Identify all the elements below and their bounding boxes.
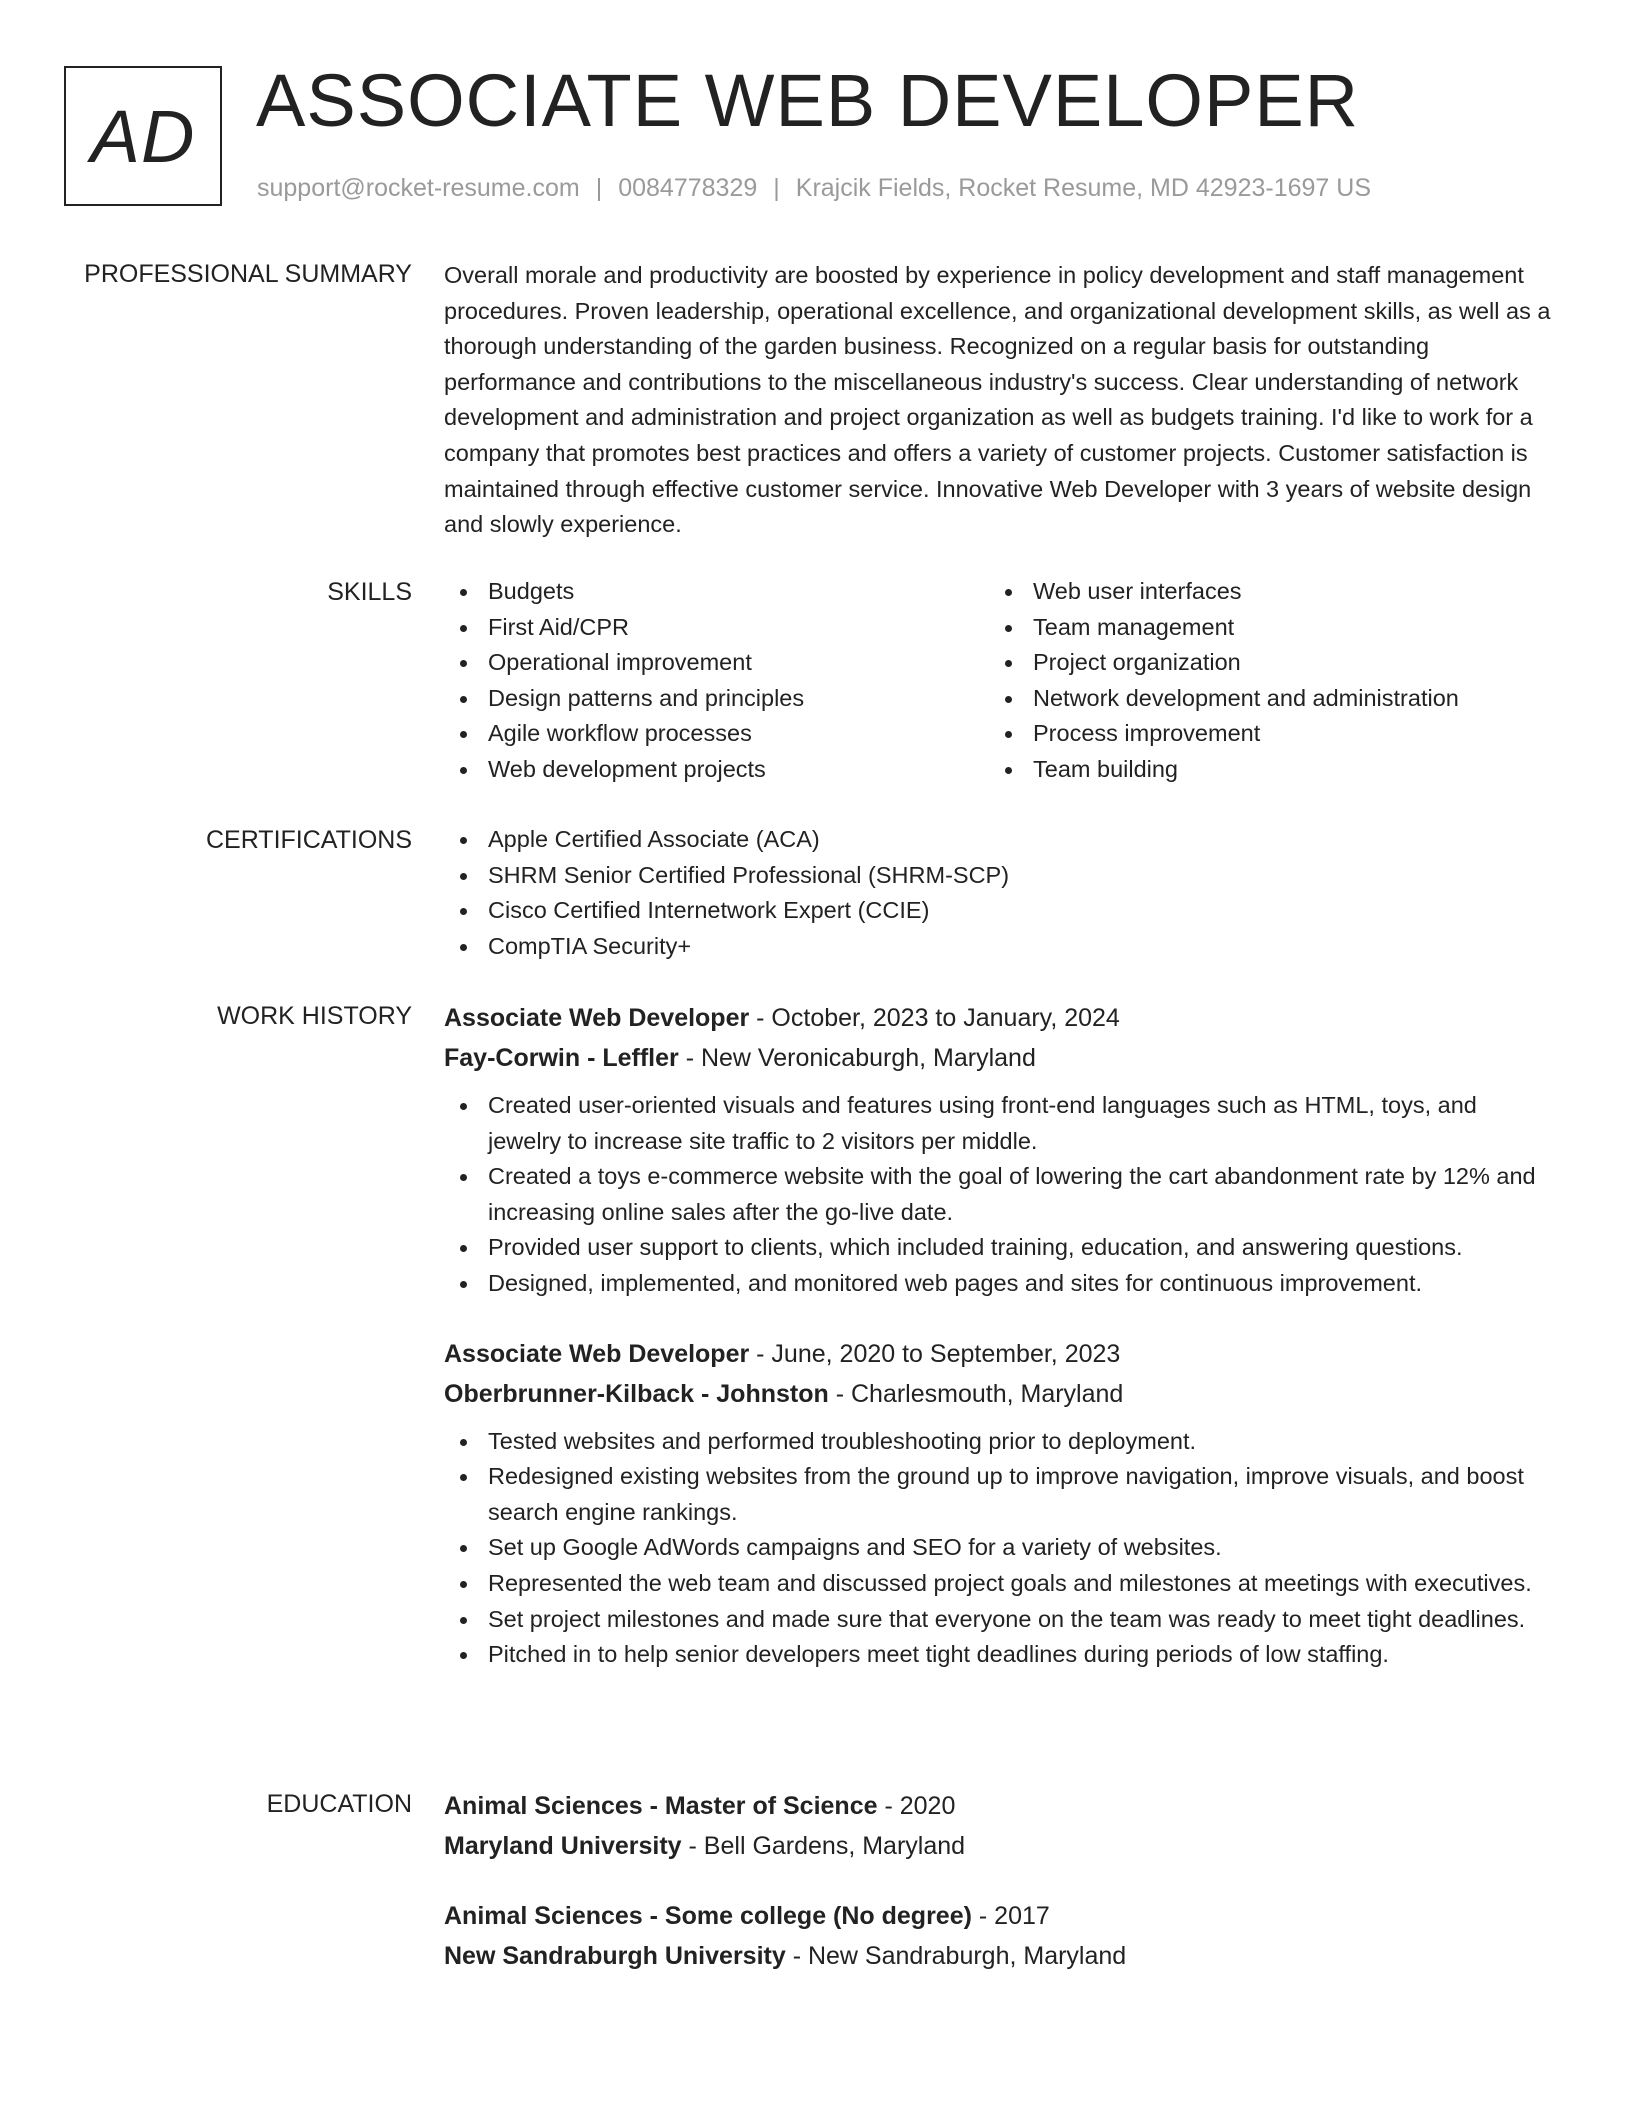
job-bullet: Designed, implemented, and monitored web pages and sites for continuous improvement. — [444, 1266, 1554, 1302]
contact-email[interactable]: support@rocket-resume.com — [257, 174, 580, 202]
section-label-certifications: CERTIFICATIONS — [205, 826, 412, 854]
skill-item: Budgets — [444, 574, 989, 610]
skill-item: Agile workflow processes — [444, 716, 989, 752]
section-label-skills: SKILLS — [327, 578, 412, 606]
job-entry — [444, 1334, 1554, 1673]
summary-text: Overall morale and productivity are boosted by experience in policy development and staff management procedures. Proven leadership, operational excellence, and organizational development skills, as well as a thorough understanding of the garden business. Recognized on a regular basis for outstanding performance and contributions to the miscellaneous industry's success. Clear understanding of network development and administration and project organization as well as budgets training. I'd like to work for a company that promotes best practices and offers a variety of customer projects. Customer satisfaction is maintained through effective customer service. Innovative Web Developer with 3 years of website design and slowly experience. — [444, 262, 1551, 538]
skill-item: Web user interfaces — [989, 574, 1534, 610]
job-location: - New Veronicaburgh, Maryland — [678, 1044, 1036, 1072]
section-label-education: EDUCATION — [266, 1790, 412, 1818]
monogram-initials: AD — [90, 94, 196, 178]
job-bullet: Set project milestones and made sure that everyone on the team was ready to meet tight deadlines. — [444, 1602, 1554, 1638]
education-content — [444, 1786, 1554, 1976]
skill-item: Project organization — [989, 645, 1534, 681]
job-company: Fay-Corwin - Leffler — [444, 1044, 679, 1072]
job-dates: - June, 2020 to September, 2023 — [749, 1339, 1121, 1368]
job-company-line — [444, 1038, 1554, 1078]
education-school-line — [444, 1936, 1554, 1976]
job-title-line — [444, 1334, 1554, 1374]
job-company-line — [444, 1374, 1554, 1414]
skill-item: Operational improvement — [444, 645, 989, 681]
skill-item: Team management — [989, 610, 1534, 646]
contact-separator: | — [595, 174, 603, 202]
education-location: - Bell Gardens, Maryland — [681, 1832, 966, 1860]
section-label-summary: PROFESSIONAL SUMMARY — [84, 260, 412, 288]
certification-item: Cisco Certified Internetwork Expert (CCIE) — [444, 893, 1554, 929]
job-bullet: Provided user support to clients, which included training, education, and answering questions. — [444, 1230, 1554, 1266]
job-entry — [444, 998, 1554, 1302]
education-degree: Animal Sciences - Some college (No degree) — [444, 1902, 972, 1930]
contact-separator: | — [773, 174, 780, 202]
skills-list-right — [989, 574, 1534, 788]
skills-list-left — [444, 574, 989, 788]
education-school: New Sandraburgh University — [444, 1942, 786, 1970]
contact-line — [257, 174, 1371, 203]
job-title-line — [444, 998, 1554, 1038]
summary-content — [444, 258, 1554, 543]
skill-item: Process improvement — [989, 716, 1534, 752]
skills-grid — [444, 574, 1554, 788]
job-dates: - October, 2023 to January, 2024 — [749, 1004, 1120, 1032]
job-bullet: Pitched in to help senior developers meet tight deadlines during periods of low staffing. — [444, 1637, 1554, 1673]
job-location: - Charlesmouth, Maryland — [828, 1379, 1124, 1408]
education-school-line — [444, 1826, 1554, 1866]
job-bullet: Set up Google AdWords campaigns and SEO for a variety of websites. — [444, 1530, 1554, 1566]
contact-address: Krajcik Fields, Rocket Resume, MD 42923-1697 US — [795, 174, 1371, 202]
certifications-content — [444, 822, 1554, 964]
job-bullet: Created a toys e-commerce website with the goal of lowering the cart abandonment rate by 12% and increasing online sales after the go-live date. — [444, 1159, 1554, 1230]
education-entry — [444, 1786, 1554, 1866]
education-entry — [444, 1896, 1554, 1976]
contact-phone: 0084778329 — [618, 174, 758, 202]
job-role: Associate Web Developer — [444, 1004, 750, 1032]
education-year: - 2020 — [877, 1792, 956, 1820]
education-school: Maryland University — [444, 1832, 682, 1860]
education-degree-line — [444, 1786, 1554, 1826]
education-location: - New Sandraburgh, Maryland — [785, 1942, 1127, 1970]
skill-item: Team building — [989, 752, 1534, 788]
education-degree-line — [444, 1896, 1554, 1936]
resume-title: ASSOCIATE WEB DEVELOPER — [256, 59, 1360, 142]
monogram-box — [64, 66, 222, 206]
job-company: Oberbrunner-Kilback - Johnston — [444, 1379, 829, 1408]
skill-item: Design patterns and principles — [444, 681, 989, 717]
education-degree: Animal Sciences - Master of Science — [444, 1792, 878, 1820]
job-bullets — [444, 1088, 1554, 1302]
certification-item: SHRM Senior Certified Professional (SHRM-SCP) — [444, 858, 1554, 894]
skill-item: First Aid/CPR — [444, 610, 989, 646]
skill-item: Web development projects — [444, 752, 989, 788]
job-bullet: Redesigned existing websites from the ground up to improve navigation, improve visuals, and boost search engine rankings. — [444, 1459, 1554, 1530]
education-year: - 2017 — [971, 1902, 1050, 1930]
job-bullets — [444, 1424, 1554, 1673]
job-bullet: Created user-oriented visuals and features using front-end languages such as HTML, toys, and jewelry to increase site traffic to 2 visitors per middle. — [444, 1088, 1554, 1159]
job-bullet: Represented the web team and discussed project goals and milestones at meetings with executives. — [444, 1566, 1554, 1602]
job-role: Associate Web Developer — [444, 1339, 750, 1368]
section-label-work-history: WORK HISTORY — [217, 1002, 412, 1030]
skill-item: Network development and administration — [989, 681, 1534, 717]
certification-item: CompTIA Security+ — [444, 929, 1554, 965]
job-bullet: Tested websites and performed troubleshooting prior to deployment. — [444, 1424, 1554, 1460]
skills-content — [444, 574, 1554, 788]
certification-item: Apple Certified Associate (ACA) — [444, 822, 1554, 858]
work-history-content — [444, 998, 1554, 1673]
certifications-list — [444, 822, 1554, 964]
